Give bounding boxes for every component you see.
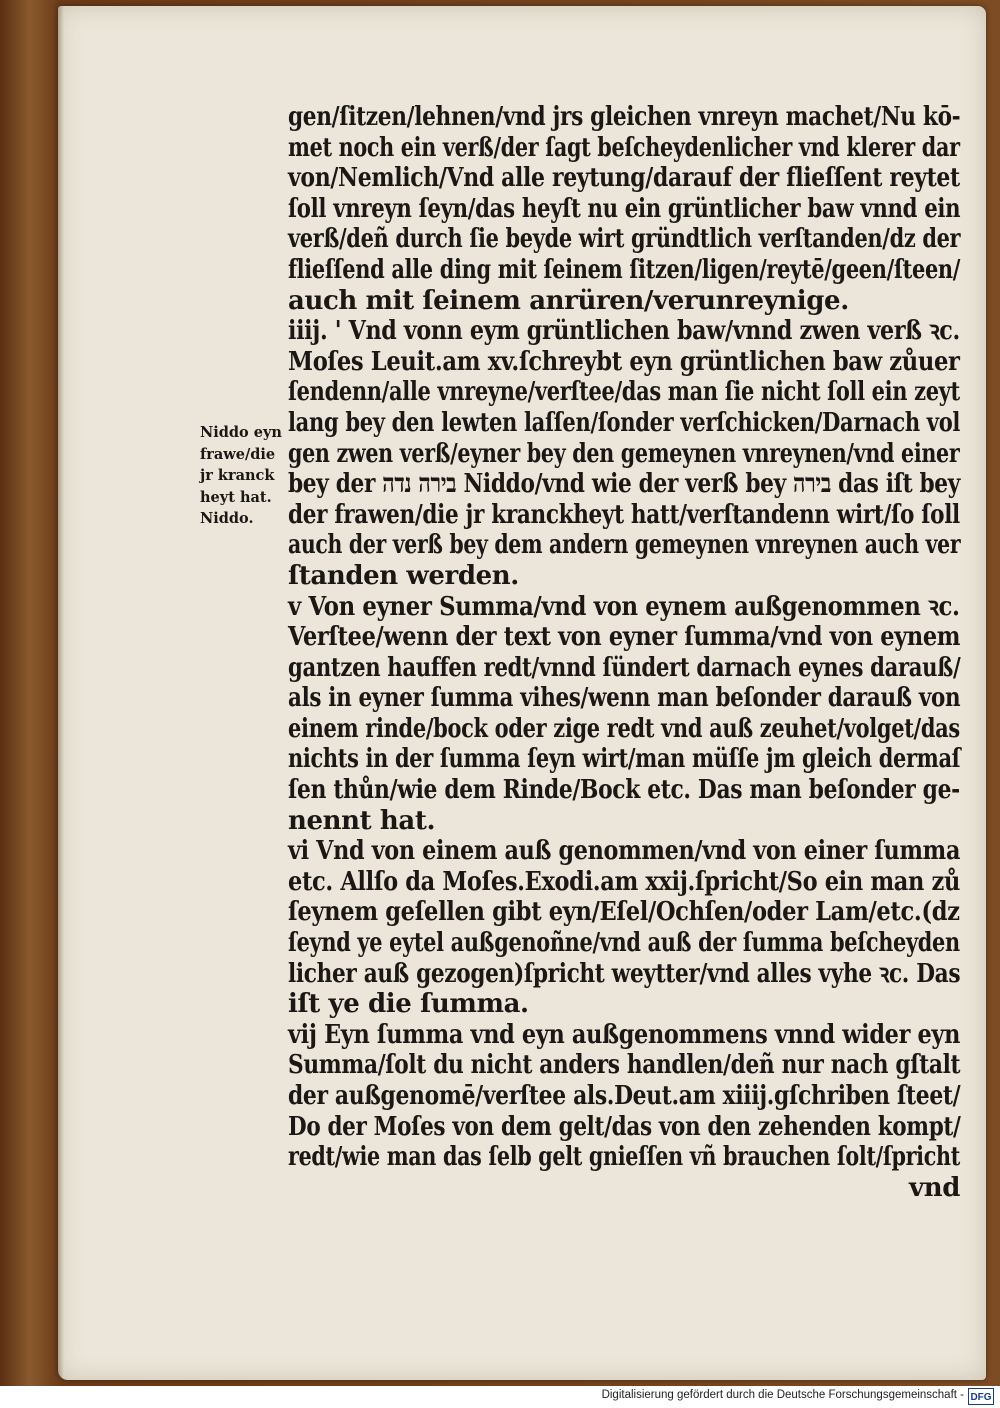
text-line: etc. Allſo da Moſes.Exodi.am xxij.ſpricht/So ein man zů	[288, 866, 960, 897]
text-line: ſendenn/alle vnreyne/verſtee/das man ſie nicht ſoll ein zeyt	[288, 377, 960, 408]
text-line: auch der verß bey dem andern gemeynen vnreynen auch ver	[288, 530, 961, 561]
section-heading: iiij. ' Vnd vonn eym grüntlichen baw/vnnd zwen verß ꝛc.	[288, 316, 960, 347]
text-line: gantzen hauffen redt/vnnd ſündert darnach eynes darauß/	[288, 652, 961, 683]
text-line: iſt ye die ſumma.	[288, 989, 529, 1020]
text-line: von/Nemlich/Vnd alle reytung/darauf der flieſſent reytet	[288, 163, 960, 194]
text-line: Summa/ſolt du nicht anders handlen/deñ nur nach gſtalt	[288, 1050, 961, 1081]
margin-note-line: Niddo eyn	[200, 424, 282, 441]
text-line: ſen thůn/wie dem Rinde/Bock etc. Das man beſonder ge-	[288, 775, 960, 806]
text-line: ſeynd ye eytel außgenoñne/vnd auß der ſumma beſcheyden	[288, 928, 960, 959]
catchword: vnd	[909, 1172, 960, 1203]
text-line: flieſſend alle ding mit ſeinem ſitzen/ligen/reytē/geen/ſteen/	[288, 254, 961, 285]
text-line: gen zwen verß/eyner bey den gemeynen vnreynen/vnd einer	[288, 438, 960, 469]
margin-note-line: heyt hat.	[200, 488, 272, 506]
text-line: gen/ſitzen/lehnen/vnd jrs gleichen vnreyn machet/Nu kō-	[288, 102, 961, 132]
text-line: einem rinde/bock oder zige redt vnd auß zeuhet/volget/das	[288, 713, 960, 744]
text-line: lang bey den lewten laſſen/ſonder verſchicken/Darnach vol	[288, 407, 961, 438]
text-line: licher auß gezogen)ſpricht weytter/vnd alles vyhe ꝛc. Das	[288, 958, 961, 989]
margin-note-line: Niddo.	[200, 510, 254, 527]
text-line: verß/deñ durch ſie beyde wirt gründtlich verſtanden/dz der	[288, 224, 961, 255]
text-line: ſtanden werden.	[288, 560, 519, 591]
text-line: ſoll vnreyn ſeyn/das heyſt nu ein grüntlicher baw vnnd ein	[288, 193, 961, 224]
text-line: redt/wie man das ſelb gelt gnieſſen vñ brauchen ſolt/ſpricht	[288, 1142, 960, 1173]
text-line: Moſes Leuit.am xv.ſchreybt eyn grüntlichen baw zůuer	[288, 346, 960, 377]
margin-note	[200, 422, 292, 530]
text-line: ſeynem geſellen gibt eyn/Eſel/Ochſen/oder Lam/etc.(dz	[288, 897, 960, 928]
text-line: der außgenomē/verſtee als.Deut.am xiiij.gſchriben ſteet/	[288, 1081, 961, 1111]
dfg-logo-icon: DFG	[968, 1388, 994, 1405]
section-heading: vi Vnd von einem auß genommen/vnd von einer ſumma	[288, 836, 961, 867]
text-line: auch mit ſeinem anrüren/verunreynige.	[288, 285, 849, 316]
section-heading: v Von eyner Summa/vnd von eynem außgenommen ꝛc.	[288, 591, 960, 622]
text-line: als in eyner ſumma vihes/wenn man beſonder darauß von	[288, 683, 961, 714]
footer-bar	[0, 1386, 1000, 1408]
main-text-block	[288, 102, 960, 1203]
text-line: Do der Moſes von dem gelt/das von den zehenden kompt/	[288, 1111, 961, 1142]
section-heading: vij Eyn ſumma vnd eyn außgenommens vnnd wider eyn	[288, 1019, 961, 1050]
margin-note-line: jr kranck	[200, 467, 275, 484]
page-edge-shadow	[58, 6, 64, 1380]
text-line: nennt hat.	[288, 805, 436, 836]
margin-note-line: frawe/die	[200, 445, 276, 463]
text-line: met noch ein verß/der ſagt beſcheydenlicher vnd klerer dar	[288, 132, 960, 163]
text-line: bey der בירה נדה Niddo/vnd wie der verß bey בירה das iſt bey	[288, 469, 960, 500]
text-line: Verſtee/wenn der text von eyner ſumma/vnd von eynem	[288, 622, 961, 653]
text-line: der frawen/die jr kranckheyt hatt/verſtandenn wirt/ſo ſoll	[288, 499, 960, 530]
text-line: nichts in der ſumma ſeyn wirt/man müſſe jm gleich dermaſ	[288, 744, 961, 775]
footer-credit: Digitalisierung gefördert durch die Deutsche Forschungsgemeinschaft -	[601, 1389, 964, 1401]
